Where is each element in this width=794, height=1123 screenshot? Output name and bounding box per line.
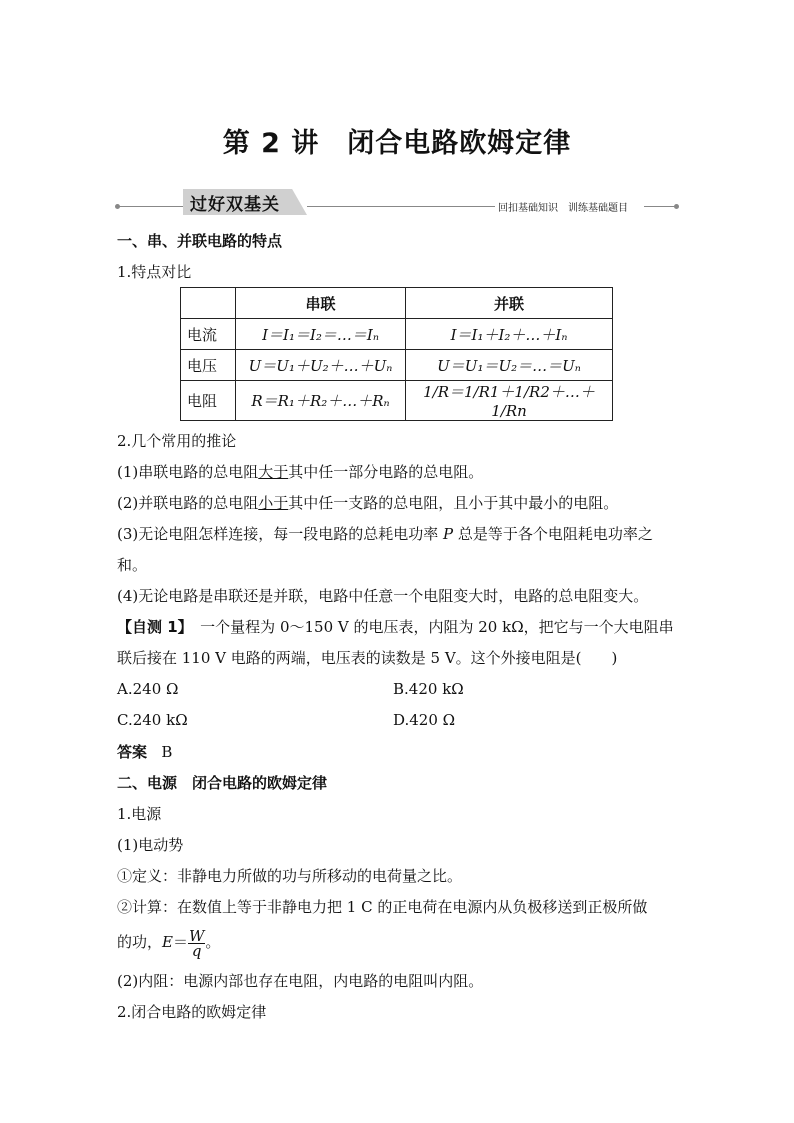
text: (3)无论电阻怎样连接，每一段电路的总耗电功率 xyxy=(117,525,444,543)
page-title: 第 2 讲 闭合电路欧姆定律 xyxy=(222,128,572,159)
answer-line xyxy=(117,742,172,762)
parallel-formula: 1/R＝1/R1＋1/R2＋…＋1/Rn xyxy=(406,381,613,421)
inference-3-cont: 和。 xyxy=(117,556,148,574)
choice-c: C.240 kΩ xyxy=(117,711,188,729)
selftest-question-cont: 联后接在 110 V 电路的两端，电压表的读数是 5 V。这个外接电阻是( ) xyxy=(117,649,618,667)
table-row xyxy=(181,319,613,350)
parallel-formula: U＝U₁＝U₂＝…＝Uₙ xyxy=(406,350,613,381)
selftest-tag: 【自测 1】 xyxy=(117,618,186,636)
banner-dot xyxy=(115,204,120,209)
parallel-formula: I＝I₁＋I₂＋…＋Iₙ xyxy=(406,319,613,350)
choice-d: D.420 Ω xyxy=(393,711,456,729)
series-formula: I＝I₁＝I₂＝…＝Iₙ xyxy=(236,319,406,350)
row-label: 电阻 xyxy=(181,381,236,421)
comparison-table xyxy=(180,287,613,421)
text: ＝ xyxy=(172,933,188,951)
variable: E xyxy=(162,933,173,951)
table-row xyxy=(181,350,613,381)
section2-heading: 二、电源 闭合电路的欧姆定律 xyxy=(117,774,328,792)
underlined-blank: 小于 xyxy=(258,494,289,512)
inference-2 xyxy=(117,493,618,513)
emf-calculation: ②计算：在数值上等于非静电力把 1 C 的正电荷在电源内从负极移送到正极所做 xyxy=(117,898,648,916)
denominator: q xyxy=(191,941,202,960)
inner-resistance: (2)内阻：电源内部也存在电阻，内电路的电阻叫内阻。 xyxy=(117,972,484,990)
text: (1)串联电路的总电阻 xyxy=(117,463,259,481)
banner-label: 过好双基关 xyxy=(190,195,280,215)
series-formula: R＝R₁＋R₂＋…＋Rₙ xyxy=(236,381,406,421)
text: (2)并联电路的总电阻 xyxy=(117,494,259,512)
banner-subtitle: 回扣基础知识 训练基础题目 xyxy=(498,203,628,214)
emf-heading: (1)电动势 xyxy=(117,836,184,854)
table-corner xyxy=(181,288,236,319)
section1-heading: 一、串、并联电路的特点 xyxy=(117,232,283,250)
text: 其中任一支路的总电阻，且小于其中最小的电阻。 xyxy=(288,494,619,512)
row-label: 电流 xyxy=(181,319,236,350)
table-header-row xyxy=(181,288,613,319)
header-parallel: 并联 xyxy=(406,288,613,319)
section2-sub2: 2.闭合电路的欧姆定律 xyxy=(117,1003,267,1021)
selftest-question xyxy=(117,617,674,637)
text: 的功， xyxy=(117,933,163,951)
numerator: W xyxy=(188,926,205,945)
underlined-blank: 大于 xyxy=(258,463,289,481)
text: 其中任一部分电路的总电阻。 xyxy=(288,463,484,481)
table-row xyxy=(181,381,613,421)
section2-sub1: 1.电源 xyxy=(117,805,162,823)
inference-4: (4)无论电路是串联还是并联，电路中任意一个电阻变大时，电路的总电阻变大。 xyxy=(117,587,649,605)
answer-label: 答案 xyxy=(117,743,148,761)
variable: P xyxy=(443,525,454,543)
inference-1 xyxy=(117,462,483,482)
banner-dot xyxy=(674,204,679,209)
emf-calculation-cont xyxy=(117,928,220,958)
series-formula: U＝U₁＋U₂＋…＋Uₙ xyxy=(236,350,406,381)
text: 。 xyxy=(205,933,221,951)
row-label: 电压 xyxy=(181,350,236,381)
section1-sub1: 1.特点对比 xyxy=(117,263,192,281)
text: 总是等于各个电阻耗电功率之 xyxy=(453,525,653,543)
text: 一个量程为 0～150 V 的电压表，内阻为 20 kΩ，把它与一个大电阻串 xyxy=(185,618,674,636)
banner-left-rule xyxy=(117,206,187,207)
emf-definition: ①定义：非静电力所做的功与所移动的电荷量之比。 xyxy=(117,867,463,885)
answer-value: B xyxy=(161,743,173,761)
choice-b: B.420 kΩ xyxy=(393,680,464,698)
choice-a: A.240 Ω xyxy=(117,680,179,698)
section1-sub2: 2.几个常用的推论 xyxy=(117,432,237,450)
fraction xyxy=(188,926,205,960)
banner-right-rule xyxy=(644,206,676,207)
banner-mid-rule xyxy=(307,206,495,207)
inference-3 xyxy=(117,524,653,544)
header-series: 串联 xyxy=(236,288,406,319)
